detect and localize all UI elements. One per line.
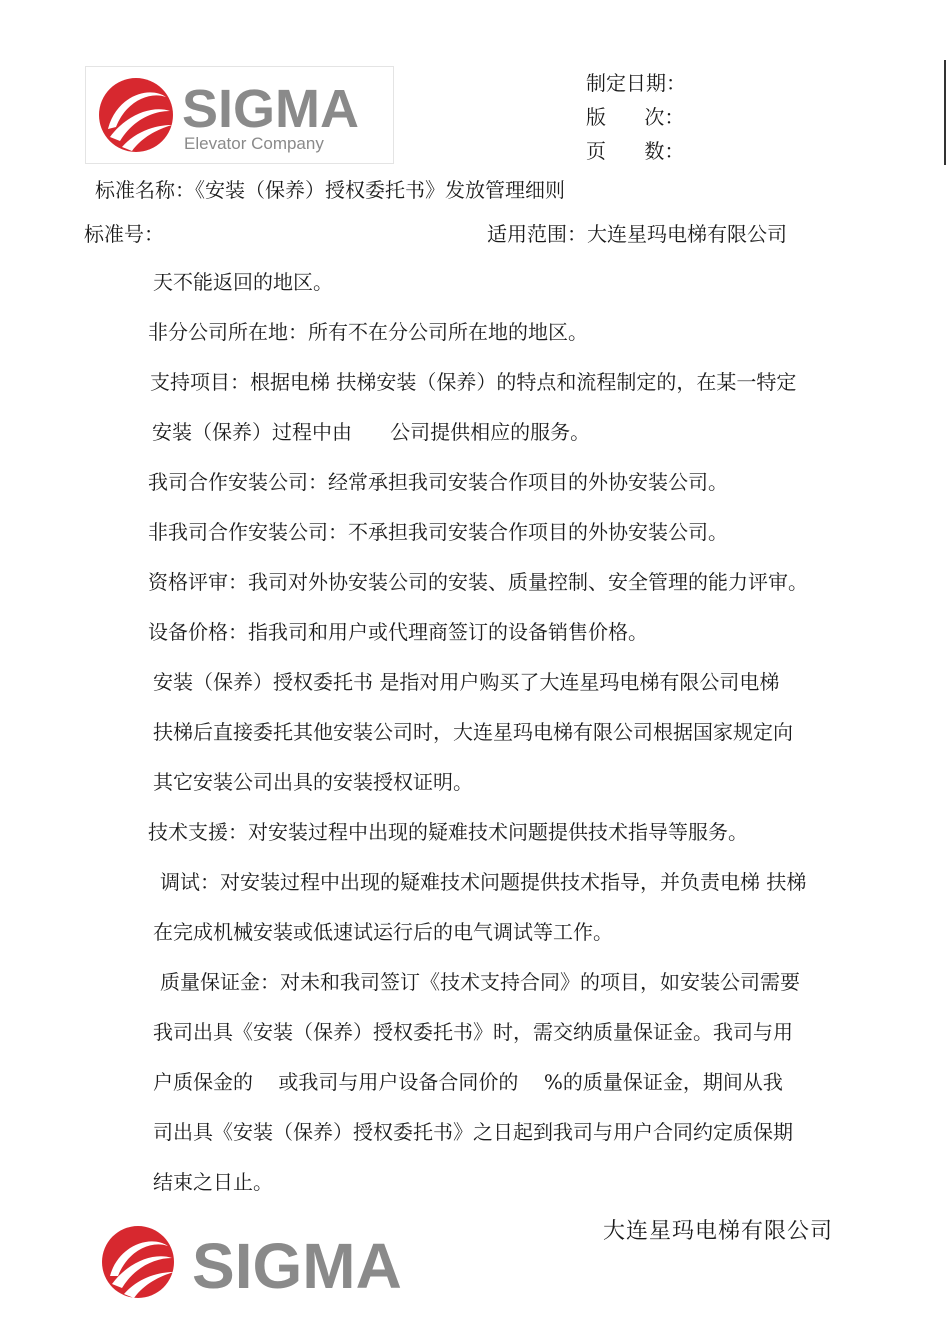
body-line: 非我司合作安装公司：不承担我司安装合作项目的外协安装公司。: [148, 520, 728, 544]
header-border-line: [944, 60, 946, 165]
logo-subtitle-text: Elevator Company: [184, 134, 324, 153]
body-line: 司出具《安装（保养）授权委托书》之日起到我司与用户合同约定质保期: [153, 1120, 793, 1144]
footer-company-name: 大连星玛电梯有限公司: [603, 1219, 834, 1244]
standard-number-label: 标准号：: [84, 222, 164, 246]
sigma-footer-logo: [96, 1222, 436, 1302]
body-line: 资格评审：我司对外协安装公司的安装、质量控制、安全管理的能力评审。: [148, 570, 808, 594]
sigma-swirl-icon: [99, 78, 173, 152]
body-line: 扶梯后直接委托其他安装公司时，大连星玛电梯有限公司根据国家规定向: [153, 720, 793, 744]
logo-brand-text: SIGMA: [182, 79, 360, 139]
body-line: 安装（保养）过程中由 公司提供相应的服务。: [152, 420, 591, 444]
body-line: 技术支援：对安装过程中出现的疑难技术问题提供技术指导等服务。: [148, 820, 748, 844]
meta-pages: 页 数：: [586, 139, 685, 163]
sigma-swirl-icon: [102, 1226, 174, 1298]
body-line: 调试：对安装过程中出现的疑难技术问题提供技术指导，并负责电梯 扶梯: [160, 870, 807, 894]
meta-version: 版 次：: [586, 105, 685, 129]
body-line: 天不能返回的地区。: [153, 270, 333, 294]
body-line: 户质保金的 或我司与用户设备合同价的 %的质量保证金，期间从我: [153, 1070, 783, 1094]
standard-name: 标准名称：《安装（保养）授权委托书》发放管理细则: [95, 178, 565, 202]
sigma-logo: [85, 66, 394, 164]
body-line: 我司出具《安装（保养）授权委托书》时，需交纳质量保证金。我司与用: [153, 1020, 793, 1044]
body-line: 在完成机械安装或低速试运行后的电气调试等工作。: [153, 920, 613, 944]
applicable-scope: 适用范围：大连星玛电梯有限公司: [487, 222, 787, 246]
sigma-logo-graphic: [86, 67, 393, 163]
body-line: 非分公司所在地：所有不在分公司所在地的地区。: [148, 320, 588, 344]
meta-date: 制定日期：: [586, 71, 686, 95]
body-line: 安装（保养）授权委托书 是指对用户购买了大连星玛电梯有限公司电梯: [153, 670, 780, 694]
body-line: 支持项目：根据电梯 扶梯安装（保养）的特点和流程制定的，在某一特定: [150, 370, 797, 394]
body-line: 结束之日止。: [153, 1170, 273, 1194]
footer-logo-brand-text: SIGMA: [192, 1230, 402, 1302]
body-line: 设备价格：指我司和用户或代理商签订的设备销售价格。: [148, 620, 648, 644]
body-line: 其它安装公司出具的安装授权证明。: [153, 770, 473, 794]
sigma-footer-logo-graphic: [96, 1222, 436, 1302]
document-meta: [586, 66, 686, 168]
body-line: 我司合作安装公司：经常承担我司安装合作项目的外协安装公司。: [148, 470, 728, 494]
body-line: 质量保证金：对未和我司签订《技术支持合同》的项目，如安装公司需要: [160, 970, 800, 994]
